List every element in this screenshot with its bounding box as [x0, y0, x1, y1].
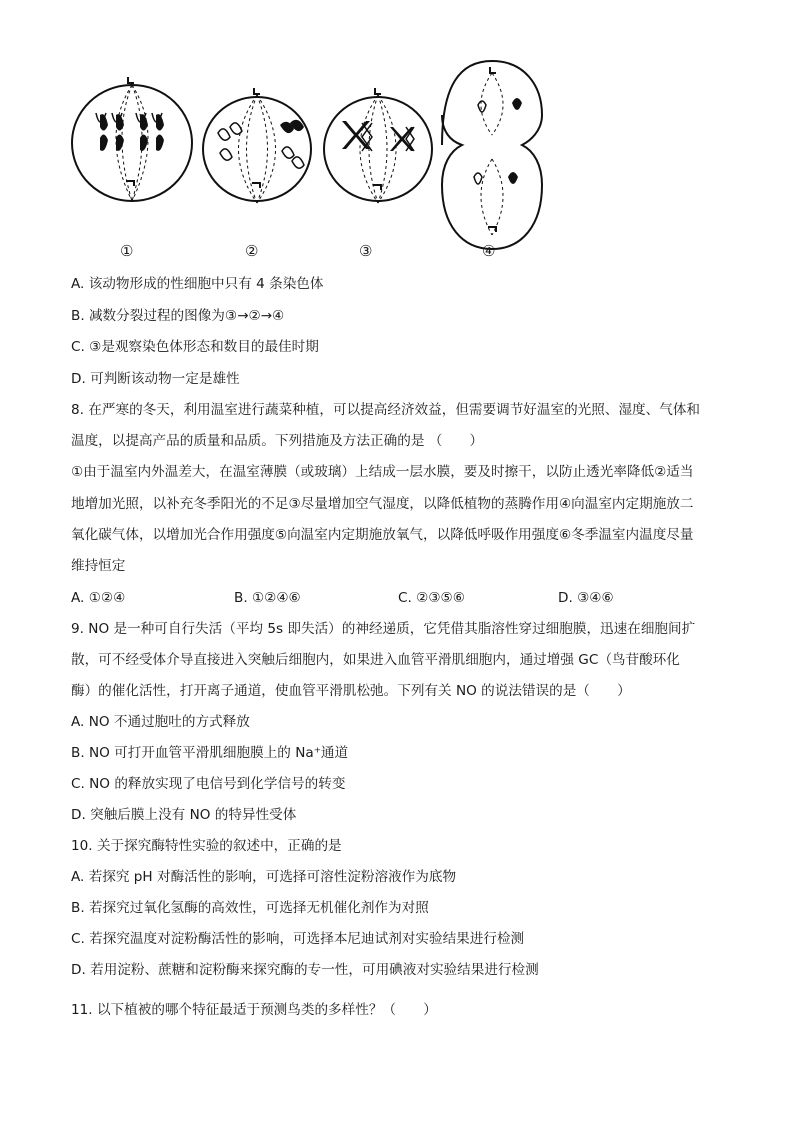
q7-option-c: C. ③是观察染色体形态和数目的最佳时期 — [71, 339, 319, 355]
figure-label-1: ① — [120, 242, 134, 260]
q10-stem: 10. 关于探究酶特性实验的叙述中，正确的是 — [71, 838, 342, 854]
q10-option-c: C. 若探究温度对淀粉酶活性的影响，可选择本尼迪试剂对实验结果进行检测 — [71, 931, 525, 947]
q9-option-b: B. NO 可打开血管平滑肌细胞膜上的 Na⁺通道 — [71, 745, 349, 761]
cell-2-diagram — [203, 88, 311, 203]
q8-statement-line-3: 氧化碳气体，以增加光合作用强度⑤向温室内定期施放氧气，以降低呼吸作用强度⑥冬季温室内温度尽量 — [71, 527, 694, 543]
q10-option-d: D. 若用淀粉、蔗糖和淀粉酶来探究酶的专一性，可用碘液对实验结果进行检测 — [71, 962, 539, 978]
q9-stem-line-2: 散，可不经受体介导直接进入突触后细胞内，如果进入血管平滑肌细胞内，通过增强 GC（鸟苷酸环化 — [71, 652, 680, 668]
q8-statement-line-4: 维持恒定 — [71, 558, 126, 574]
q9-option-d: D. 突触后膜上没有 NO 的特异性受体 — [71, 807, 297, 823]
q7-option-b: B. 减数分裂过程的图像为③→②→④ — [71, 308, 285, 324]
q8-option-c: C. ②③⑤⑥ — [398, 590, 465, 606]
figure-label-3: ③ — [359, 242, 373, 260]
cell-1-diagram — [72, 77, 192, 201]
q8-stem-line-1: 8. 在严寒的冬天，利用温室进行蔬菜种植，可以提高经济效益，但需要调节好温室的光照、湿度、气体和 — [71, 402, 701, 418]
q10-option-a: A. 若探究 pH 对酶活性的影响，可选择可溶性淀粉溶液作为底物 — [71, 869, 457, 885]
cell-4-diagram — [442, 61, 542, 249]
q8-statement-line-1: ①由于温室内外温差大，在温室薄膜（或玻璃）上结成一层水膜，要及时擦干，以防止透光率降低②适当 — [71, 464, 694, 480]
figure-label-4: ④ — [482, 242, 496, 260]
q8-statement-line-2: 地增加光照，以补充冬季阳光的不足③尽量增加空气湿度，以降低植物的蒸腾作用④向温室内定期施放二 — [71, 496, 694, 512]
q7-option-a: A. 该动物形成的性细胞中只有 4 条染色体 — [71, 276, 324, 292]
q9-option-c: C. NO 的释放实现了电信号到化学信号的转变 — [71, 776, 346, 792]
q10-option-b: B. 若探究过氧化氢酶的高效性，可选择无机催化剂作为对照 — [71, 900, 429, 916]
q11-stem: 11. 以下植被的哪个特征最适于预测鸟类的多样性？（ ） — [71, 1002, 437, 1018]
cell-3-diagram — [324, 88, 432, 203]
q8-option-a: A. ①②④ — [71, 590, 126, 606]
q9-option-a: A. NO 不通过胞吐的方式释放 — [71, 714, 250, 730]
cell-division-figure — [60, 55, 560, 270]
q7-option-d: D. 可判断该动物一定是雄性 — [71, 371, 240, 387]
q8-stem-line-2: 温度，以提高产品的质量和品质。下列措施及方法正确的是 （ ） — [71, 433, 484, 449]
q9-stem-line-3: 酶）的催化活性，打开离子通道，使血管平滑肌松弛。下列有关 NO 的说法错误的是（ ） — [71, 683, 631, 699]
figure-label-2: ② — [245, 242, 259, 260]
q8-option-d: D. ③④⑥ — [558, 590, 614, 606]
q8-option-b: B. ①②④⑥ — [234, 590, 301, 606]
q9-stem-line-1: 9. NO 是一种可自行失活（平均 5s 即失活）的神经递质，它凭借其脂溶性穿过细胞膜，迅速在细胞间扩 — [71, 621, 696, 637]
